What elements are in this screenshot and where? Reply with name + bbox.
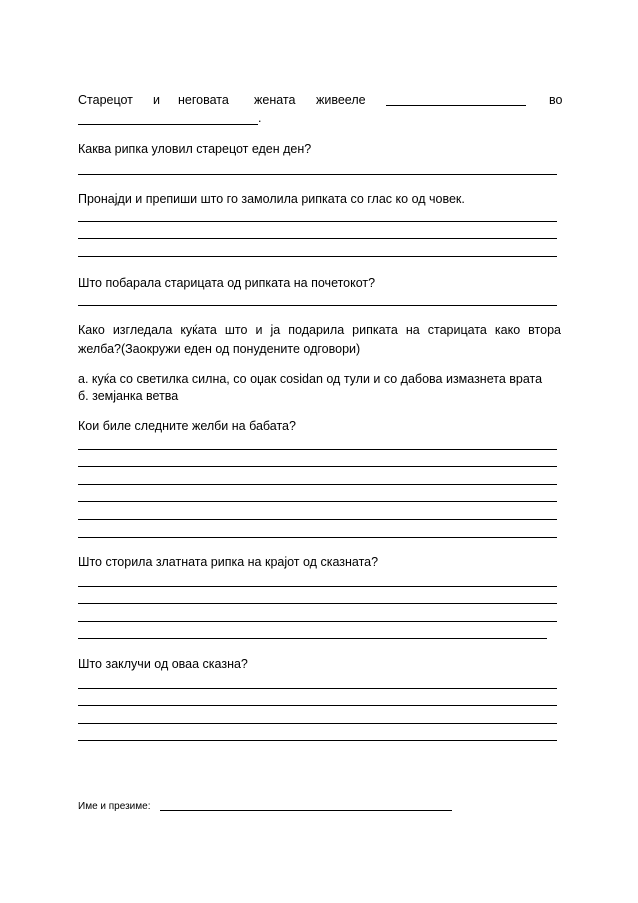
- intro-trailing: .: [258, 111, 262, 125]
- intro-sentence: [78, 93, 563, 109]
- answer-line[interactable]: [78, 466, 557, 467]
- answer-line[interactable]: [78, 537, 557, 538]
- question-6: Што сторила златната рипка на крајот од сказната?: [78, 555, 379, 569]
- answer-line[interactable]: [78, 603, 557, 604]
- answer-line[interactable]: [78, 174, 557, 175]
- answer-line[interactable]: [78, 256, 557, 257]
- answer-line[interactable]: [78, 238, 557, 239]
- answer-line[interactable]: [78, 638, 547, 639]
- intro-word: живееле: [316, 93, 366, 107]
- option-a[interactable]: а. куќа со светилка силна, со оџак cosidan од тули и со дабова измазнета врата: [78, 372, 543, 386]
- question-4-line-2: желба?(Заокружи еден од понудените одговори): [78, 342, 361, 356]
- intro-word: Старецот: [78, 93, 133, 107]
- question-1: Каква рипка уловил старецот еден ден?: [78, 142, 312, 156]
- answer-line[interactable]: [78, 705, 557, 706]
- option-b[interactable]: б. земјанка ветва: [78, 389, 179, 403]
- answer-line[interactable]: [78, 501, 557, 502]
- intro-word: и: [153, 93, 160, 107]
- question-7: Што заклучи од оваа сказна?: [78, 657, 248, 671]
- question-5: Кои биле следните желби на бабата?: [78, 419, 296, 433]
- intro-word: жената: [254, 93, 296, 107]
- question-2: Пронајди и препиши што го замолила рипката со глас ко од човек.: [78, 192, 465, 206]
- answer-line[interactable]: [78, 449, 557, 450]
- intro-blank-2[interactable]: [78, 124, 258, 125]
- answer-line[interactable]: [78, 221, 557, 222]
- intro-word: во: [549, 93, 563, 107]
- answer-line[interactable]: [78, 484, 557, 485]
- answer-line[interactable]: [78, 688, 557, 689]
- question-3: Што побарала старицата од рипката на почетокот?: [78, 276, 376, 290]
- answer-line[interactable]: [78, 305, 557, 306]
- answer-line[interactable]: [78, 519, 557, 520]
- answer-line[interactable]: [78, 621, 557, 622]
- name-label: Име и презиме:: [78, 801, 151, 812]
- answer-line[interactable]: [78, 723, 557, 724]
- intro-word: неговата: [178, 93, 229, 107]
- intro-blank-1[interactable]: [386, 105, 526, 106]
- name-field[interactable]: [160, 810, 452, 811]
- answer-line[interactable]: [78, 740, 557, 741]
- question-4-line-1: Како изгледала куќата што и ја подарила рипката на старицата како втора: [78, 323, 561, 337]
- answer-line[interactable]: [78, 586, 557, 587]
